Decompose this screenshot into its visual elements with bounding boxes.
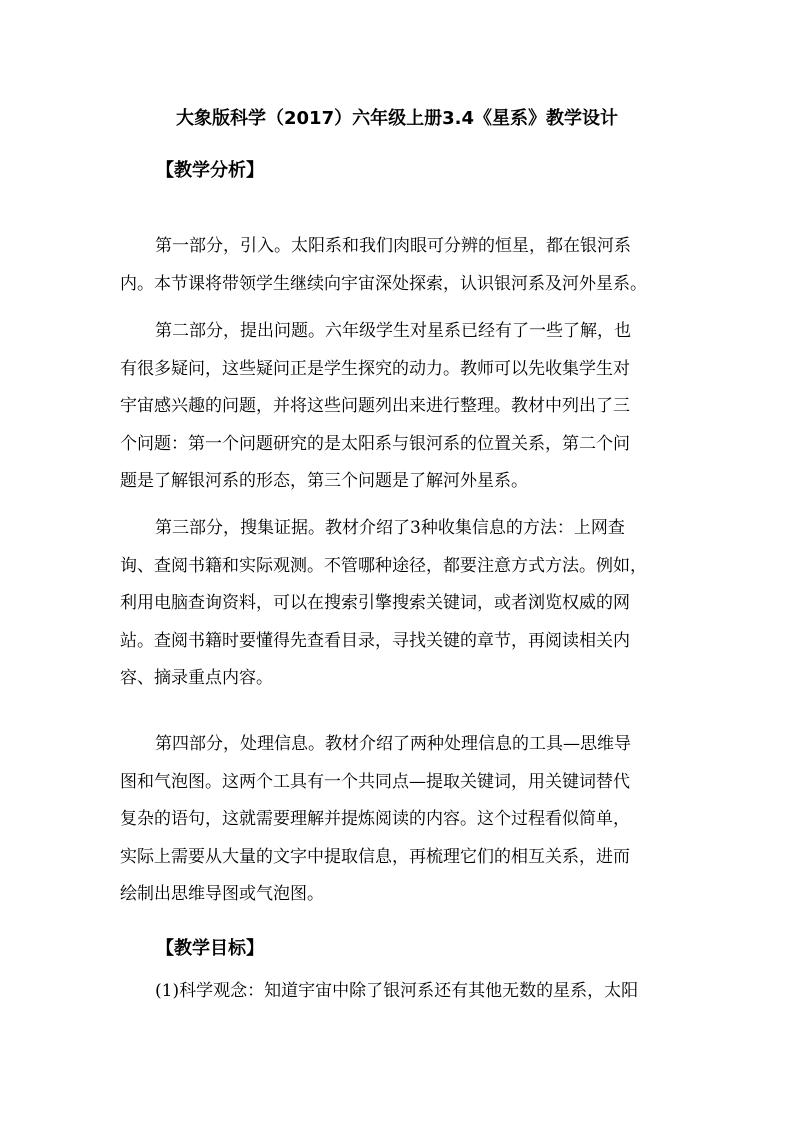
paragraph-line: 询、查阅书籍和实际观测。不管哪种途径，都要注意方式方法。例如， [120, 555, 647, 576]
paragraph-introduction [120, 228, 680, 303]
section-heading-objectives: 【教学目标】 [156, 938, 264, 959]
paragraph-line: 第一部分，引入。太阳系和我们肉眼可分辨的恒星，都在银河系 [155, 236, 631, 256]
paragraph-line: 实际上需要从大量的文字中提取信息，再梳理它们的相互关系，进而 [120, 846, 630, 867]
document-title: 大象版科学（2017）六年级上册3.4《星系》教学设计 [176, 108, 618, 129]
paragraph-line: 第三部分，搜集证据。教材介绍了3种收集信息的方法：上网查 [155, 518, 625, 538]
paragraph-line: 容、摘录重点内容。 [120, 668, 273, 689]
paragraph-line: 内。本节课将带领学生继续向宇宙深处探索，认识银河系及河外星系。 [120, 273, 647, 294]
paragraph-line: 绘制出思维导图或气泡图。 [120, 884, 324, 905]
paragraph-line: 个问题：第一个问题研究的是太阳系与银河系的位置关系，第二个问 [120, 433, 630, 454]
paragraph-collect-evidence [120, 510, 680, 698]
paragraph-line: (1)科学观念：知道宇宙中除了银河系还有其他无数的星系，太阳 [155, 981, 639, 1001]
paragraph-line: 宇宙感兴趣的问题，并将这些问题列出来进行整理。教材中列出了三 [120, 396, 630, 417]
paragraph-line: 图和气泡图。这两个工具有一个共同点—提取关键词，用关键词替代 [120, 771, 630, 792]
section-heading-analysis: 【教学分析】 [156, 160, 264, 181]
paragraph-line: 利用电脑查询资料，可以在搜索引擎搜索关键词，或者浏览权威的网 [120, 593, 630, 614]
paragraph-line: 复杂的语句，这就需要理解并提炼阅读的内容。这个过程看似简单， [120, 809, 630, 830]
paragraph-line: 站。查阅书籍时要懂得先查看目录，寻找关键的章节，再阅读相关内 [120, 630, 630, 651]
paragraph-raise-questions [120, 313, 680, 501]
paragraph-line: 有很多疑问，这些疑问正是学生探究的动力。教师可以先收集学生对 [120, 358, 630, 379]
paragraph-line: 题是了解银河系的形态，第三个问题是了解河外星系。 [120, 471, 528, 492]
paragraph-line: 第四部分，处理信息。教材介绍了两种处理信息的工具—思维导 [155, 734, 631, 754]
paragraph-process-information [120, 726, 680, 914]
paragraph-objective-science-concept [120, 973, 680, 1011]
paragraph-line: 第二部分，提出问题。六年级学生对星系已经有了一些了解，也 [155, 321, 631, 341]
